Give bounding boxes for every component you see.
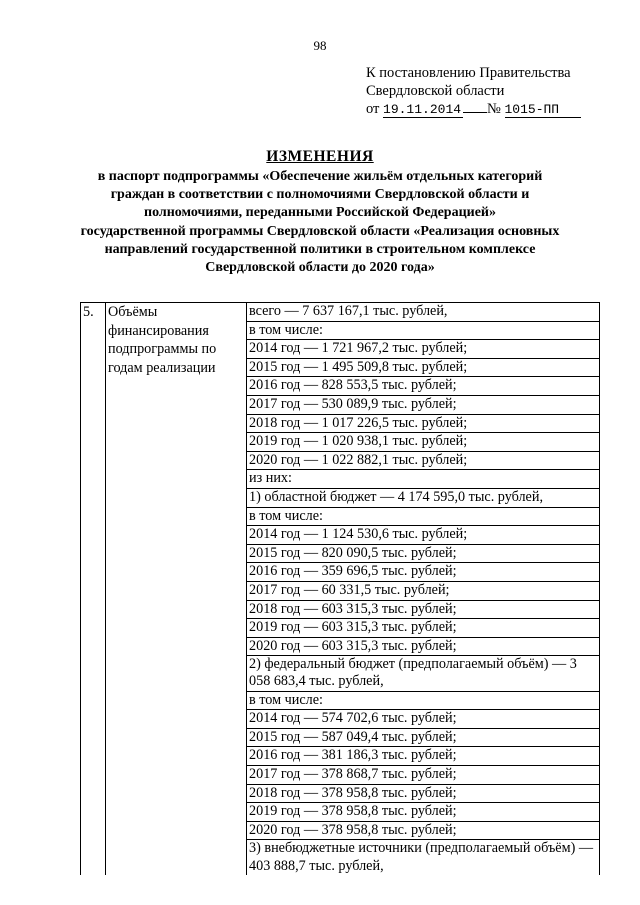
value-line: всего — 7 637 167,1 тыс. рублей,: [247, 303, 599, 322]
value-line: 2017 год — 60 331,5 тыс. рублей;: [247, 582, 599, 601]
passport-table: [80, 302, 600, 875]
underline-gap: [463, 112, 487, 113]
date-prefix: от: [366, 101, 380, 117]
value-line: 2015 год — 820 090,5 тыс. рублей;: [247, 545, 599, 564]
heading-line: направлений государственной политики в строительном комплексе: [104, 241, 536, 257]
value-line: 1) областной бюджет — 4 174 595,0 тыс. рублей,: [247, 489, 599, 508]
value-line: в том числе:: [247, 692, 599, 711]
label-line: подпрограммы по: [108, 341, 217, 358]
heading-line: в паспорт подпрограммы «Обеспечение жильём отдельных категорий: [97, 169, 543, 184]
row-label: [106, 303, 247, 875]
financing-values: [247, 303, 600, 875]
approval-line-2: Свердловской области: [366, 83, 505, 99]
value-line: 2014 год — 574 702,6 тыс. рублей;: [247, 710, 599, 729]
value-line: 2017 год — 378 868,7 тыс. рублей;: [247, 766, 599, 785]
value-line: 2019 год — 1 020 938,1 тыс. рублей;: [247, 433, 599, 452]
value-line: 2016 год — 381 186,3 тыс. рублей;: [247, 747, 599, 766]
value-line: 2015 год — 587 049,4 тыс. рублей;: [247, 729, 599, 748]
value-line: из них:: [247, 470, 599, 489]
value-line: в том числе:: [247, 322, 599, 341]
heading-line: полномочиями, переданными Российской Федерацией»: [144, 205, 496, 221]
value-line: 2019 год — 603 315,3 тыс. рублей;: [247, 619, 599, 638]
value-line: в том числе:: [247, 508, 599, 527]
value-line: 2014 год — 1 721 967,2 тыс. рублей;: [247, 340, 599, 359]
approval-date-number: [366, 100, 616, 118]
value-line: 2015 год — 1 495 509,8 тыс. рублей;: [247, 359, 599, 378]
value-line: 2018 год — 603 315,3 тыс. рублей;: [247, 601, 599, 620]
label-line: финансирования: [108, 322, 209, 339]
heading-line: Свердловской области до 2020 года»: [205, 260, 435, 276]
value-line: 2020 год — 378 958,8 тыс. рублей;: [247, 822, 599, 841]
value-line: 2) федеральный бюджет (предполагаемый объём) — 3 058 683,4 тыс. рублей,: [247, 656, 599, 691]
value-line: 2020 год — 1 022 882,1 тыс. рублей;: [247, 452, 599, 471]
value-line: 3) внебюджетные источники (предполагаемый объём) — 403 888,7 тыс. рублей,: [249, 840, 594, 874]
document-heading: [60, 148, 580, 277]
value-line: 2019 год — 378 958,8 тыс. рублей;: [247, 803, 599, 822]
label-line: Объёмы: [108, 304, 158, 320]
approval-block: [366, 64, 616, 118]
value-line: 2016 год — 828 553,5 тыс. рублей;: [247, 377, 599, 396]
heading-line: государственной программы Свердловской области «Реализация основных: [80, 223, 560, 239]
approval-line-1: К постановлению Правительства: [366, 65, 571, 81]
table-row: [81, 303, 600, 875]
label-line: годам реализации: [108, 359, 216, 376]
value-line: 2018 год — 1 017 226,5 тыс. рублей;: [247, 415, 599, 434]
value-line: 2016 год — 359 696,5 тыс. рублей;: [247, 563, 599, 582]
value-line: 2014 год — 1 124 530,6 тыс. рублей;: [247, 526, 599, 545]
value-line: 2018 год — 378 958,8 тыс. рублей;: [247, 785, 599, 804]
approval-date: 19.11.2014: [383, 102, 462, 117]
approval-number: 1015-ПП: [505, 103, 581, 118]
value-line: 2020 год — 603 315,3 тыс. рублей;: [247, 638, 599, 657]
heading-line: граждан в соответствии с полномочиями Свердловской области и: [110, 187, 530, 203]
number-prefix: №: [487, 101, 501, 117]
value-line: 2017 год — 530 089,9 тыс. рублей;: [247, 396, 599, 415]
heading-title: ИЗМЕНЕНИЯ: [266, 148, 374, 165]
page-number: 98: [313, 38, 327, 53]
row-number: 5.: [81, 303, 106, 875]
